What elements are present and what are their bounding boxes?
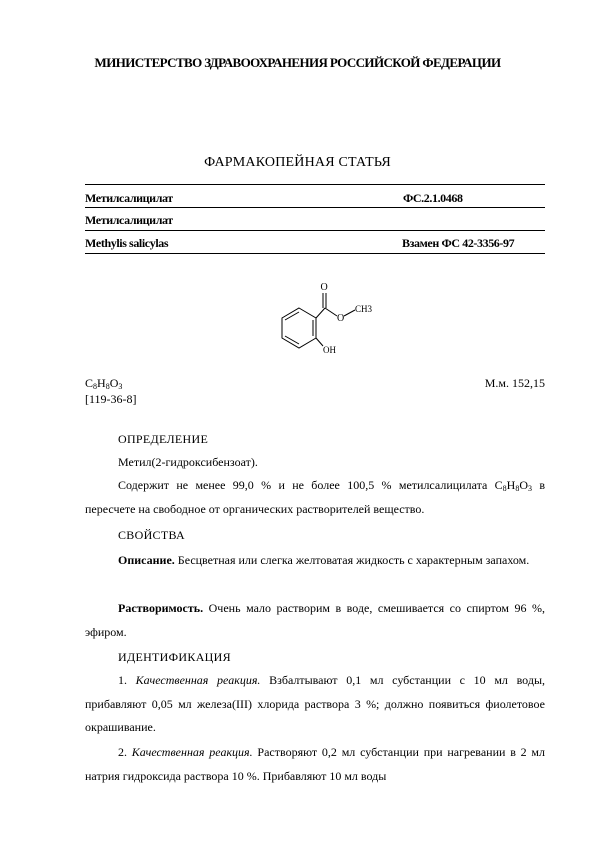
ministry-heading: МИНИСТЕРСТВО ЗДРАВООХРАНЕНИЯ РОССИЙСКОЙ ФЕДЕРАЦИИ	[94, 55, 501, 70]
substance-name-ru: Метилсалицилат	[85, 191, 173, 205]
section-identification: ИДЕНТИФИКАЦИЯ	[118, 650, 231, 664]
hydroxyl-label: OH	[323, 345, 336, 355]
section-definition: ОПРЕДЕЛЕНИЕ	[118, 432, 209, 446]
description-paragraph: Описание. Бесцветная или слегка желтоватая жидкость с характерным запахом.	[118, 553, 530, 567]
test-1-paragraph: 1. Качественная реакция. Взбалтывают 0,1 мл субстанции с 10 мл воды, прибавляют 0,05 мл железа(III) хлорида раствора 3 %; должно появиться фиолетовое окрашивание.	[85, 673, 545, 734]
description-label: Описание.	[118, 553, 175, 567]
test-2-label: Качественная реакция.	[131, 745, 253, 759]
test-2-paragraph: 2. Качественная реакция. Растворяют 0,2 мл субстанции при нагревании в 2 мл натрия гидроксида раствора 10 %. Прибавляют 10 мл воды	[85, 745, 545, 783]
methyl-label: CH3	[355, 304, 373, 314]
section-properties: СВОЙСТВА	[118, 528, 185, 542]
ester-oxygen-label: O	[337, 313, 345, 324]
header-bottom-rule	[85, 253, 545, 254]
test-1-label: Качественная реакция.	[135, 673, 261, 687]
structural-formula	[255, 276, 375, 366]
molecular-mass: М.м. 152,15	[484, 376, 545, 390]
header-rule-2	[85, 207, 545, 208]
content-paragraph: Содержит не менее 99,0 % и не более 100,5 % метилсалицилата $C_8H_8O_3$ в пересчете на свободное от органических растворителей вещество.	[85, 478, 545, 516]
molecular-formula: $C_8H_8O_3$	[85, 376, 123, 391]
replaces-note: Взамен ФС 42-3356-97	[402, 236, 515, 250]
cas-number: [119-36-8]	[85, 392, 137, 406]
substance-name-latin: Methylis salicylas	[85, 236, 169, 250]
solubility-label: Растворимость.	[118, 601, 204, 615]
document-title: ФАРМАКОПЕЙНАЯ СТАТЬЯ	[204, 155, 391, 170]
monograph-code: ФС.2.1.0468	[403, 191, 463, 205]
substance-name-ru-2: Метилсалицилат	[85, 213, 173, 227]
header-top-rule	[85, 184, 545, 185]
header-rule-3	[85, 230, 545, 231]
definition-name: Метил(2-гидроксибензоат).	[118, 455, 258, 469]
benzene-ring	[282, 308, 316, 348]
carbonyl-oxygen-label: O	[320, 282, 328, 293]
solubility-paragraph: Растворимость. Очень мало растворим в воде, смешивается со спиртом 96 %, эфиром.	[85, 601, 545, 639]
